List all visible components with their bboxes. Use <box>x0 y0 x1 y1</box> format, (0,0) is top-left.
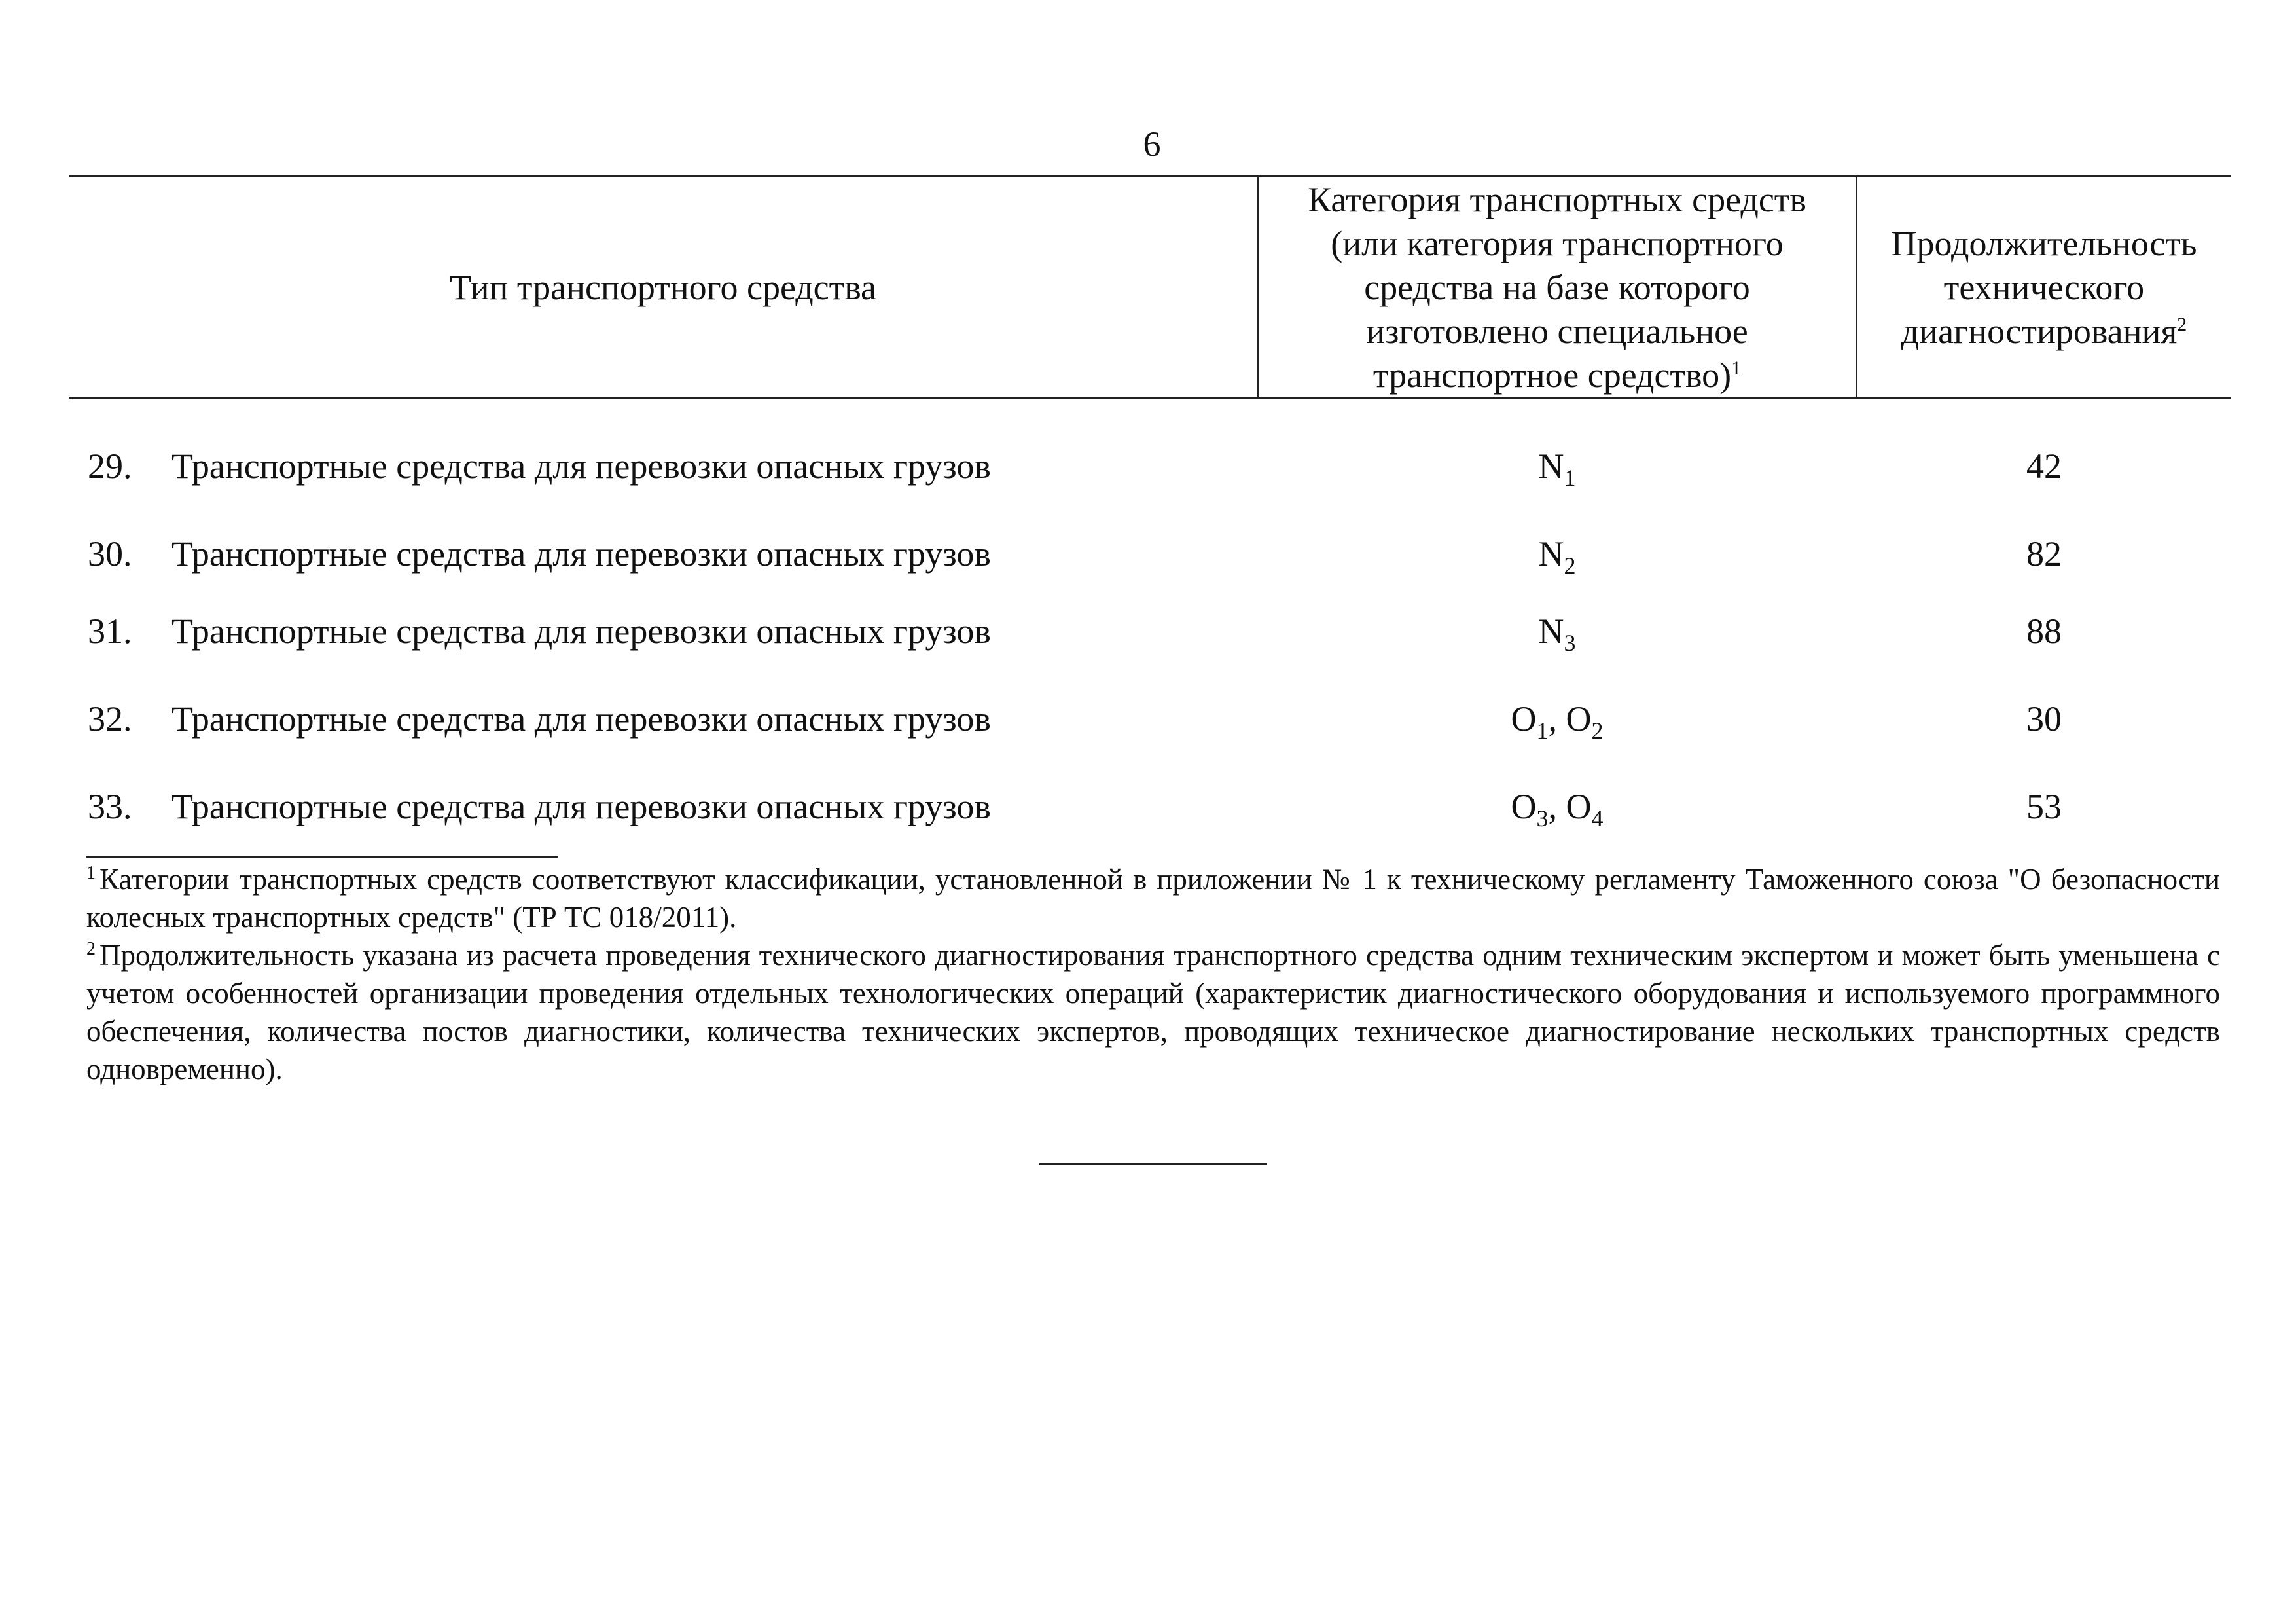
row-vehicle-type: Транспортные средства для перевозки опасных грузов <box>171 699 991 739</box>
header-category <box>1259 177 1856 398</box>
row-number: 29. <box>88 447 132 486</box>
category-subscript: 2 <box>1564 553 1576 579</box>
category-separator: , <box>1548 787 1566 826</box>
row-number: 33. <box>88 787 132 826</box>
category-letter: O <box>1511 699 1537 739</box>
end-of-section-rule <box>1039 1163 1267 1165</box>
row-duration: 53 <box>2026 787 2062 826</box>
footnote-separator <box>86 856 558 858</box>
table-row <box>0 605 2296 657</box>
footnote-text: Категории транспортных средств соответствуют классификации, установленной в приложении № 1 к техническому регламенту Таможенного союза "О безопасности колесных транспортных средств" (ТР ТС 018/2011). <box>86 863 2220 934</box>
page-number: 6 <box>1143 124 1161 164</box>
footnote-mark: 1 <box>86 863 96 883</box>
footnote-text: Продолжительность указана из расчета проведения технического диагностирования транспортного средства одним техническим экспертом и может быть уменьшена с учетом особенностей организации проведения отдельных технологических операций (характеристик диагностического оборудования и используемого программного обеспечения, количества постов диагностики, количества технических экспертов, проводящих техническое диагностирование нескольких транспортных средств одновременно). <box>86 939 2220 1085</box>
table-row <box>0 693 2296 745</box>
header-category-text: Категория транспортных средств (или категория транспортного средства на базе которого изготовлено специальное транспортное средство) <box>1308 179 1806 395</box>
footnote-mark: 2 <box>86 939 96 959</box>
category-letter: O <box>1566 699 1592 739</box>
row-number: 30. <box>88 534 132 574</box>
footnote-ref: 2 <box>2177 313 2187 335</box>
row-category <box>1259 780 1856 833</box>
category-separator: , <box>1548 699 1566 739</box>
row-duration: 82 <box>2026 534 2062 574</box>
row-vehicle-type: Транспортные средства для перевозки опасных грузов <box>171 534 991 574</box>
category-letter: O <box>1566 787 1592 826</box>
row-category <box>1259 440 1856 492</box>
row-vehicle-type: Транспортные средства для перевозки опасных грузов <box>171 787 991 826</box>
category-subscript: 3 <box>1536 805 1549 831</box>
row-category <box>1259 693 1856 745</box>
category-subscript: 4 <box>1591 805 1604 831</box>
header-vehicle-type-text: Тип транспортного средства <box>449 267 877 307</box>
row-number: 31. <box>88 611 132 651</box>
category-subscript: 1 <box>1536 718 1549 744</box>
footnote-2 <box>86 936 2220 1088</box>
category-letter: N <box>1538 611 1564 651</box>
row-duration: 88 <box>2026 611 2062 651</box>
header-duration-text: Продолжительность технического диагностирования <box>1891 223 2197 351</box>
category-subscript: 1 <box>1564 465 1576 491</box>
row-duration: 42 <box>2026 447 2062 486</box>
footnote-ref: 1 <box>1731 357 1742 379</box>
table-row <box>0 780 2296 833</box>
category-subscript: 2 <box>1591 718 1604 744</box>
table-row <box>0 528 2296 580</box>
header-vehicle-type <box>69 177 1257 398</box>
row-vehicle-type: Транспортные средства для перевозки опасных грузов <box>171 447 991 486</box>
category-letter: N <box>1538 534 1564 574</box>
header-duration <box>1857 177 2231 398</box>
row-vehicle-type: Транспортные средства для перевозки опасных грузов <box>171 611 991 651</box>
category-letter: N <box>1538 447 1564 486</box>
footnote-1 <box>86 860 2220 936</box>
row-category <box>1259 528 1856 580</box>
table-row <box>0 440 2296 492</box>
category-letter: O <box>1511 787 1537 826</box>
row-duration: 30 <box>2026 699 2062 739</box>
row-number: 32. <box>88 699 132 739</box>
row-category <box>1259 605 1856 657</box>
category-subscript: 3 <box>1564 630 1576 656</box>
